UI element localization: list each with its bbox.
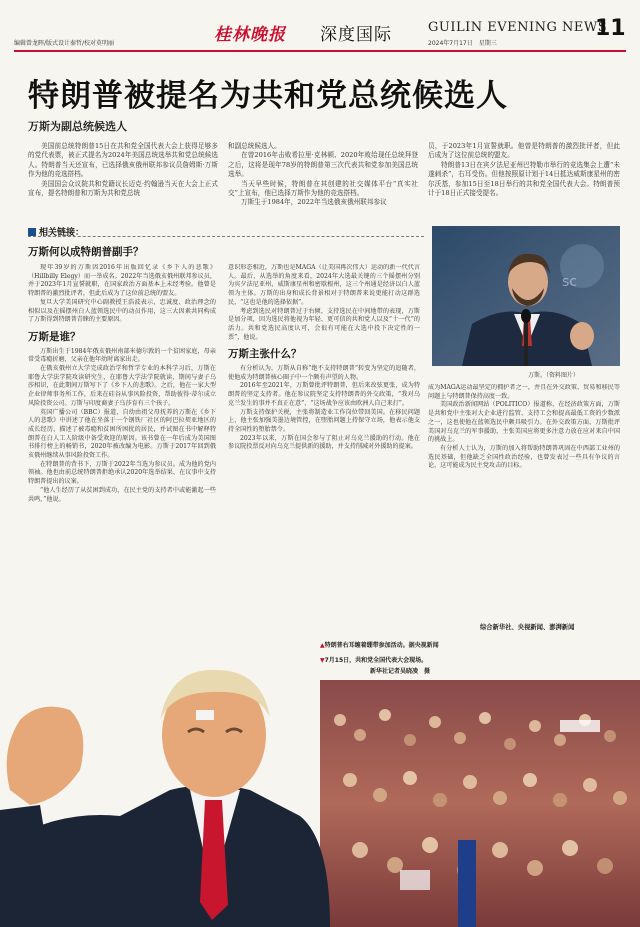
news-source: 综合新华社、央视新闻、澎湃新闻 (480, 624, 575, 631)
related-links-label: 相关链接： (28, 225, 84, 238)
page-title: 特朗普被提名为共和党总统候选人 (28, 78, 508, 114)
trump-photo-caption: ▲特朗普右耳缠着绷带参加活动。据央视新闻 (320, 642, 439, 649)
photo-credit: 新华社记者吴晓凌 摄 (370, 668, 431, 675)
body-paragraph: 英国广播公司（BBC）报道，自幼由祖父母抚养的万斯在《乡下人的悲歌》中讲述了他在坐落于一个钢铁厂社区的阿巴拉契亚地区的成长经历，描述了被毒瘾和贫困所困扰的居民，并试图在书中解释特朗普在白人工人阶级中备受欢迎的原因。该书曾在一年后成为美国图书排行榜上的畅销书，2020年被改编为电影。万斯于2017年回到俄亥俄州继续从事风险投资工作。 (28, 408, 216, 460)
lead-paragraph: 当天早些时候，特朗普在其创建的社交媒体平台“真实社交”上宣布，他已选择万斯作为他的竞选搭档。 (228, 179, 418, 198)
body-paragraph: 复旦大学美国研究中心副教授王浩波表示，忠诚度、政治理念的相似以及在摇摆州白人蓝领选民中的动员作用，这三大因素共同构成了万斯得到特朗普青睐的主要原因。 (28, 298, 216, 324)
convention-photo (0, 640, 640, 927)
vance-photo (432, 226, 620, 366)
dashed-divider (28, 236, 424, 237)
section-title-vance-why: 万斯何以成特朗普副手？ (28, 246, 144, 258)
lead-paragraph: 美国国会众议院共和党籍议长迈克·约翰逊当天在大会上正式宣布，提名特朗普和万斯为共和党总统 (28, 179, 218, 198)
newspaper-logo: 桂林晚报 (214, 25, 286, 45)
lead-column-3 (428, 142, 620, 198)
body-column-1 (28, 264, 216, 624)
lead-column-2 (228, 142, 418, 208)
paper-english-name: GUILIN EVENING NEWS (428, 20, 608, 35)
body-paragraph: 有分析人士认为，万斯的加入将帮助特朗普巩固在中西部工业州的选民基础，但他缺乏全国性政治经验，也曾发表过一些具有争议的言论，这可能成为民主党攻击的目标。 (428, 444, 620, 470)
lead-column-1 (28, 142, 218, 198)
header-rule (14, 50, 626, 52)
lead-paragraph: 美国前总统特朗普15日在共和党全国代表大会上获得足够多的党代表票，被正式提名为2024年美国总统选举共和党总统候选人。特朗普当天还宣布，已选择俄亥俄州联邦参议员詹姆斯·万斯作为他的竞选搭档。 (28, 142, 218, 179)
body-paragraph: 美国政治新闻网站（POLITICO）报道称，在经济政策方面，万斯是共和党中主张对大企业进行监管、支持工会和提高最低工资的少数派之一，这也使他在蓝领选民中颇具吸引力。在外交政策方面，万斯批评美国对乌克兰的军事援助，主张美国应将更多注意力放在应对来自中国的挑战上。 (428, 401, 620, 444)
lead-paragraph: 万斯生于1984年，2022年当选俄亥俄州联邦参议 (241, 198, 387, 207)
square-bullet-icon (28, 228, 36, 236)
body-paragraph: 万斯出生于1984年俄亥俄州南部米德尔敦的一个贫困家庭，母亲常受毒瘾折磨，父亲在他年幼时离家出走。 (28, 347, 216, 364)
svg-text:sc: sc (562, 274, 577, 290)
issue-date: 2024年7月17日 星期三 (428, 40, 497, 47)
body-paragraph: 万斯支持保护关税，主张将制造业工作岗位带回美国。在移民问题上，他主张加强美墨边境管控，在堕胎问题上持保守立场，他表示他支持全国性的堕胎禁令。 (228, 408, 420, 433)
lead-paragraph: 和副总统候选人。 (228, 142, 281, 150)
body-column-3 (428, 384, 620, 614)
body-paragraph: 2023年以来，万斯在国会参与了阻止对乌克兰援助的行动。他在参议院投票反对向乌克兰提供新的援助，并支持削减对外援助的提案。 (228, 434, 420, 451)
body-paragraph: “他人生经历了从贫困到成功，在民主党的支持者中或能激起一些共鸣，”他说。 (28, 486, 216, 503)
body-column-2 (228, 264, 420, 638)
body-paragraph: 在俄亥俄州立大学完成政治学和哲学专业的本科学习后，万斯在耶鲁大学法学院攻读研究生，在耶鲁大学法学院就读，期间与妻子乌莎相识，在此期间万斯写下了《乡下人的悲歌》。之后，他在一家大型企业律师事务所工作，后来在硅谷从事风险投资，帮助彼得·蒂尔成立风险投资公司。万斯与印度裔妻子乌莎育有三个孩子。 (28, 365, 216, 407)
body-paragraph: 有分析认为，万斯从自称“绝不支持特朗普”转变为坚定的追随者，使他成为特朗普核心圈子中一个颇有声望的人物。 (228, 365, 420, 381)
body-paragraph: 在特朗普的背书下，万斯于2022年当选为参议员。成为他的党内领袖。他也由前总统特朗普拒绝承认2020年选举结果、在议事中支持特朗普提出的议案。 (28, 460, 216, 486)
page-number: 11 (595, 16, 626, 41)
lead-paragraph: 员，于2023年1月宣誓就职。他曾是特朗普的激烈批评者，但此后成为了这位前总统的盟友。 (428, 142, 620, 160)
body-paragraph: 现年39岁的万斯因2016年出版回忆录《乡下人的悲歌》（Hillbilly Elegy）而一举成名。2022年当选俄亥俄州联邦参议员，并于2023年1月宣誓就职，在国家政治方面基本上未经考验。他曾是特朗普的激烈批评者，但此后成为了这位前总统的盟友。 (28, 264, 216, 298)
section-name: 深度国际 (320, 25, 392, 45)
body-paragraph: 考虑到选民对特朗普过于右倾、支持选民在中间地带的表现，万斯是加分项，因为选民将他视为年轻、更可信的共和党人以及“十一代”的活力。共和党选民高度认可，会很有可能在大选中投下决定性的一票”，他说。 (228, 307, 420, 341)
lead-paragraph: 特朗普13日在宾夕法尼亚州巴特勒市举行的竞选集会上遭“未遂刺杀”，右耳受伤。但他按照原计划于14日抵达威斯康星州的密尔沃基，参加15日至18日举行的共和党全国代表大会。特朗普预计于18日正式接受提名。 (428, 160, 620, 198)
subheadline: 万斯为副总统候选人 (28, 120, 127, 133)
section-title-vance-stance: 万斯主张什么？ (228, 348, 302, 361)
triangle-down-icon: ▼ (320, 657, 325, 664)
body-paragraph: 2016年至2021年，万斯曾批评特朗普，但后来改弦更张，成为特朗普的坚定支持者。他在参议院坚定支持特朗普的外交政策，“我对乌克兰发生的事并不真正在意”，“这场战争应该由欧洲人自己来打”。 (228, 382, 420, 407)
lead-paragraph: 在曾2016年击败希拉里·克林顿、2020年败给现任总统拜登之后，这将是现年78岁的特朗普第三次代表共和党参加美国总统选举。 (228, 151, 418, 179)
vance-photo-caption: 万斯。（资料图片） (528, 372, 580, 379)
body-paragraph: 意识形态相近，万斯也是MAGA（让美国再次伟大）运动的新一代代言人。最后，从选举的角度来看，2024年大选最关键的三个摇摆州分别为宾夕法尼亚州、威斯康星州和密歇根州，这三个州通是经济以白人蓝领为主体。万斯的出身和成长背景相对于特朗普来说更能打动这群选民，“这也是他的选择依据”。 (228, 264, 420, 306)
triangle-up-icon: ▲ (320, 642, 325, 649)
convention-photo-caption: ▼7月15日，共和党全国代表大会现场。 (320, 657, 428, 664)
body-paragraph: 成为MAGA运动最坚定的拥护者之一，并且在外交政策、贸易和移民等问题上与特朗普保持高度一致。 (428, 384, 620, 400)
editor-credits: 编辑曾龙晖/版式设计秦哲/校对莫明丽 (14, 40, 115, 47)
section-title-who-is-vance: 万斯是谁？ (28, 330, 81, 343)
